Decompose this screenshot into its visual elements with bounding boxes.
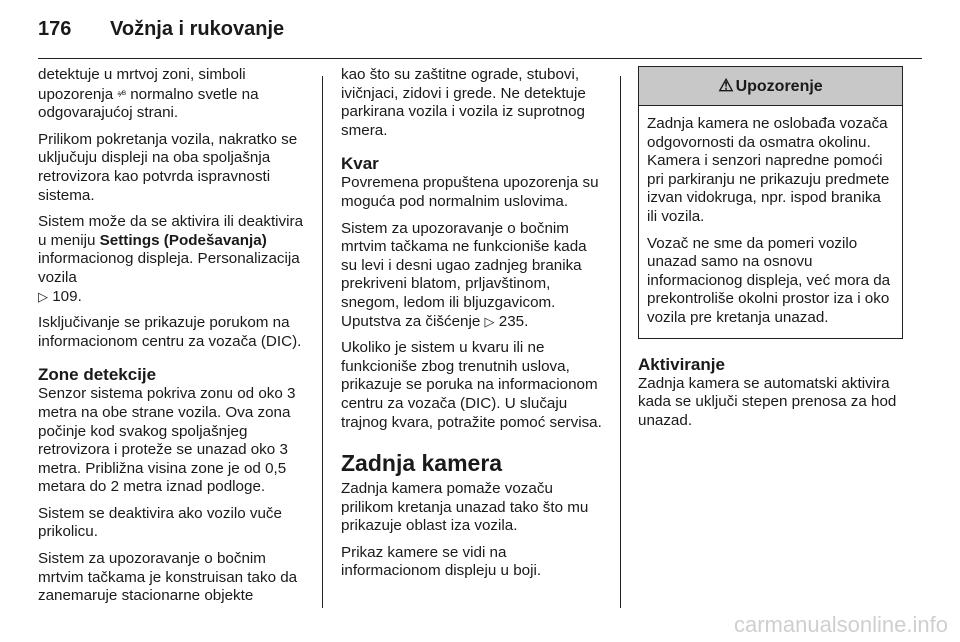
paragraph: Vozač ne sme da pomeri vozilo unazad samo na osnovu informacionog displeja, već mora da prekontroliše okolni prostor iza i oko vozila pre kretanja unazad.	[647, 234, 891, 326]
warning-header	[639, 67, 902, 106]
page-number: 176	[38, 18, 72, 40]
paragraph: detektuje u mrtvoj zoni, simboli upozorenja ᵃ⁄ᴮ normalno svetle na odgovarajućoj strani.	[38, 66, 259, 122]
page-reference[interactable]: 235.	[498, 312, 529, 330]
warning-box	[638, 66, 903, 339]
section-heading: Aktiviranje	[638, 354, 725, 374]
section-heading: Zadnja kamera	[341, 450, 503, 477]
paragraph: Zadnja kamera pomaže vozaču prilikom kretanja unazad tako što mu prikazuje oblast iza vozila.	[341, 480, 589, 535]
paragraph: Prilikom pokretanja vozila, nakratko se uključuju displeji na oba spoljašnja retrovizora kao potvrda ispravnosti sistema.	[38, 130, 298, 204]
settings-menu-term: Settings (Podešavanja)	[99, 231, 267, 249]
paragraph: Isključivanje se prikazuje porukom na informacionom centru za vozača (DIC).	[38, 314, 302, 350]
paragraph: Povremena propuštena upozorenja su moguća pod normalnim uslovima.	[341, 174, 599, 210]
paragraph: Ukoliko je sistem u kvaru ili ne funkcioniše zbog trenutnih uslova, prikazuje se poruka na informacionom centru za vozača (DIC). U slučaju trajnog kvara, potražite pomoć servisa.	[341, 339, 602, 431]
paragraph: kao što su zaštitne ograde, stubovi, ivičnjaci, zidovi i grede. Ne detektuje parkirana vozila i vozila iz suprotnog smera.	[341, 66, 586, 139]
paragraph: Zadnja kamera ne oslobađa vozača odgovornosti da osmatra okolinu. Kamera i senzori napredne pomoći pri parkiranju ne prikazuju predmete izvan vidokruga, npr. ispod branika ili vozila.	[647, 115, 890, 225]
column-3	[638, 66, 903, 438]
paragraph: Sistem može da se aktivira ili deaktivira u meniju Settings (Podešavanja) informacionog displeja. Personalizacija vozila ▷ 109.	[38, 213, 304, 305]
warning-title: Upozorenje	[735, 78, 823, 95]
column-divider-1	[322, 76, 323, 608]
warning-body	[639, 106, 902, 338]
column-divider-2	[620, 76, 621, 608]
warning-triangle-icon: ⚠	[718, 76, 734, 95]
paragraph: Sistem se deaktivira ako vozilo vuče prikolicu.	[38, 504, 282, 541]
page-ref-arrow-icon: ▷	[484, 313, 495, 329]
watermark: carmanualsonline.info	[733, 612, 948, 637]
paragraph: Sistem za upozoravanje o bočnim mrtvim tačkama ne funkcioniše kada su levi i desni ugao zadnjeg branika prekriveni blatom, prljavštinom, snegom, ledom ili bljuzgavicom. Uputstva za čišćenje ▷ 235.	[341, 219, 587, 330]
column-2	[341, 66, 606, 589]
section-heading: Kvar	[341, 154, 379, 174]
column-1	[38, 66, 308, 614]
page-reference[interactable]: 109.	[52, 287, 82, 305]
paragraph: Zadnja kamera se automatski aktivira kada se uključi stepen prenosa za hod unazad.	[638, 374, 897, 429]
paragraph: Prikaz kamere se vidi na informacionom displeju u boji.	[341, 543, 542, 580]
blind-spot-warning-icon: ᵃ⁄ᴮ	[117, 88, 126, 99]
header-rule	[38, 58, 922, 59]
page-header	[38, 18, 284, 41]
paragraph: Sistem za upozoravanje o bočnim mrtvim tačkama je konstruisan tako da zanemaruje stacionarne objekte	[38, 550, 298, 605]
section-heading: Zone detekcije	[38, 365, 157, 385]
paragraph: Senzor sistema pokriva zonu od oko 3 metra na obe strane vozila. Ova zona počinje kod svakog spoljašnjeg retrovizora i proteže se unazad oko 3 metra. Približna visina zone je od 0,5 metara do 2 metra iznad podloge.	[38, 385, 296, 496]
page-title: Vožnja i rukovanje	[110, 18, 285, 40]
page-ref-arrow-icon: ▷	[38, 288, 48, 304]
